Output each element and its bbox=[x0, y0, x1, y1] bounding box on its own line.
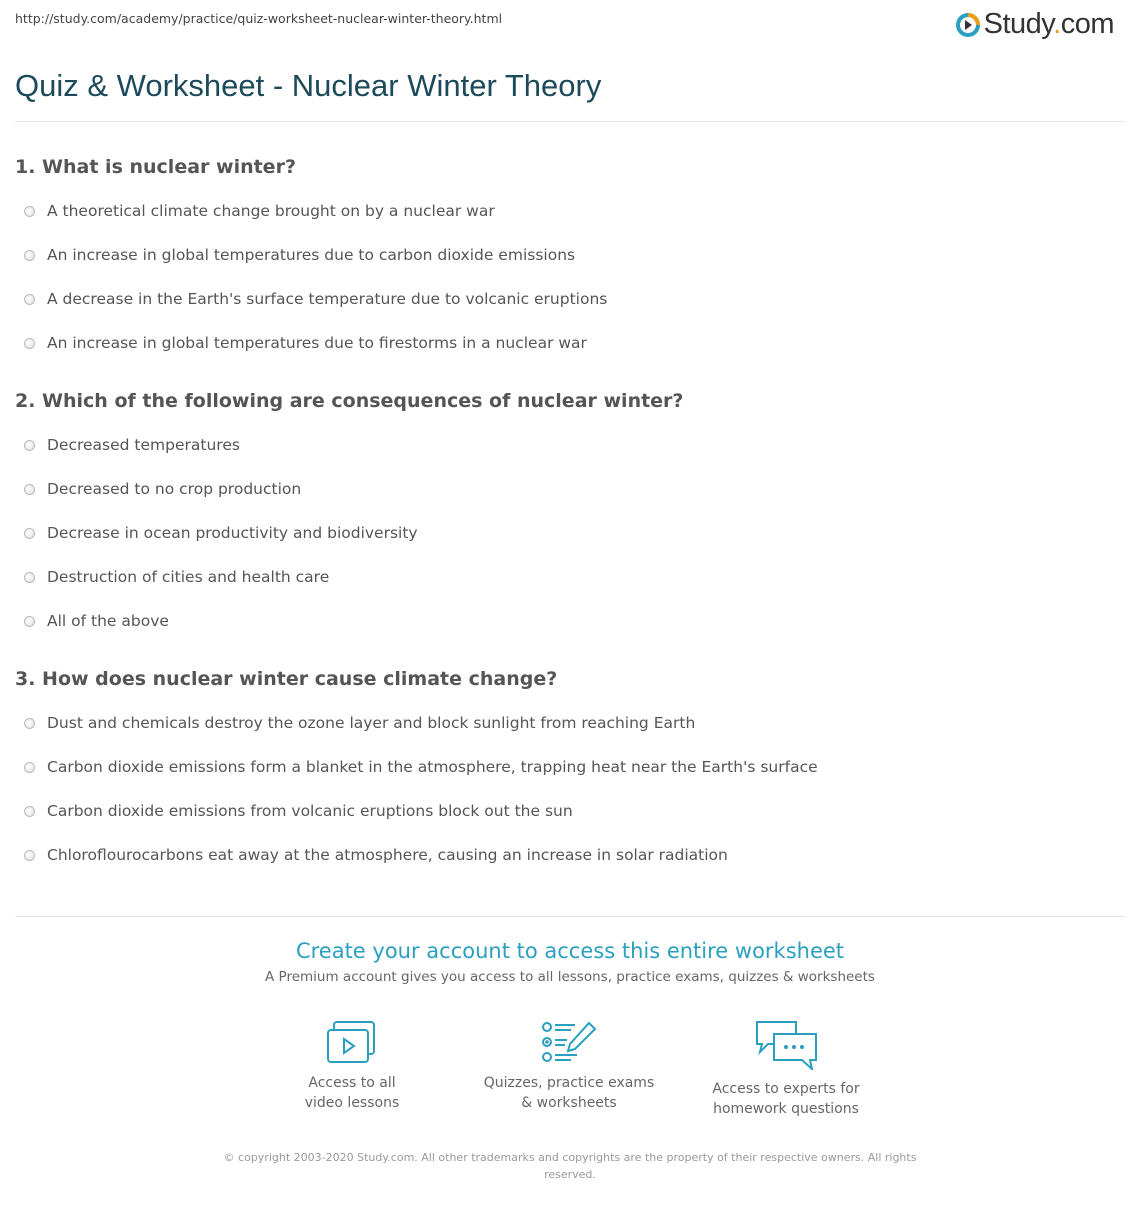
feature-line2: homework questions bbox=[713, 1101, 859, 1117]
feature-line2: video lessons bbox=[304, 1095, 400, 1111]
answer-option[interactable] bbox=[15, 423, 1125, 467]
answer-option[interactable] bbox=[15, 701, 1125, 745]
divider bbox=[15, 121, 1125, 122]
radio-button-icon[interactable] bbox=[24, 572, 35, 583]
answer-label: An increase in global temperatures due to firestorms in a nuclear war bbox=[47, 334, 587, 352]
quiz-checklist-icon bbox=[541, 1020, 597, 1064]
logo-dot: . bbox=[1053, 8, 1061, 40]
question-text: 1. What is nuclear winter? bbox=[15, 156, 296, 178]
answer-option[interactable] bbox=[15, 511, 1125, 555]
chat-bubbles-icon bbox=[754, 1020, 818, 1070]
answer-option[interactable] bbox=[15, 321, 1125, 365]
study-logo[interactable] bbox=[955, 8, 1114, 41]
answer-label: Dust and chemicals destroy the ozone layer and block sunlight from reaching Earth bbox=[47, 714, 696, 732]
answer-option[interactable] bbox=[15, 833, 1125, 877]
logo-tld: com bbox=[1060, 8, 1114, 40]
copyright-footer: © copyright 2003-2020 Study.com. All other trademarks and copyrights are the property of their respective owners. All rights reserved. bbox=[223, 1151, 917, 1181]
answer-label: An increase in global temperatures due to carbon dioxide emissions bbox=[47, 246, 576, 264]
radio-button-icon[interactable] bbox=[24, 762, 35, 773]
answer-option[interactable] bbox=[15, 789, 1125, 833]
answer-label: A theoretical climate change brought on by a nuclear war bbox=[47, 202, 495, 220]
play-logo-icon bbox=[955, 12, 981, 38]
radio-button-icon[interactable] bbox=[24, 616, 35, 627]
feature-quizzes bbox=[469, 1020, 669, 1113]
logo-name: Study bbox=[983, 8, 1054, 40]
answer-label: A decrease in the Earth's surface temperature due to volcanic eruptions bbox=[47, 290, 608, 308]
feature-line1: Access to all bbox=[308, 1075, 396, 1091]
answer-option[interactable] bbox=[15, 555, 1125, 599]
feature-line1: Access to experts for bbox=[712, 1081, 860, 1097]
radio-button-icon[interactable] bbox=[24, 250, 35, 261]
radio-button-icon[interactable] bbox=[24, 806, 35, 817]
divider bbox=[15, 916, 1125, 917]
answer-label: Carbon dioxide emissions form a blanket in the atmosphere, trapping heat near the Earth's surface bbox=[47, 758, 818, 776]
radio-button-icon[interactable] bbox=[24, 484, 35, 495]
answer-option[interactable] bbox=[15, 233, 1125, 277]
radio-button-icon[interactable] bbox=[24, 338, 35, 349]
feature-video-lessons bbox=[252, 1020, 452, 1113]
question-text: 2. Which of the following are consequences of nuclear winter? bbox=[15, 390, 684, 412]
radio-button-icon[interactable] bbox=[24, 528, 35, 539]
answer-label: All of the above bbox=[47, 612, 169, 630]
answer-label: Carbon dioxide emissions from volcanic eruptions block out the sun bbox=[47, 802, 573, 820]
answer-option[interactable] bbox=[15, 277, 1125, 321]
question-1 bbox=[15, 152, 1125, 365]
radio-button-icon[interactable] bbox=[24, 206, 35, 217]
radio-button-icon[interactable] bbox=[24, 440, 35, 451]
answer-label: Decreased to no crop production bbox=[47, 480, 302, 498]
answer-option[interactable] bbox=[15, 745, 1125, 789]
feature-experts bbox=[686, 1020, 886, 1119]
cta-subtitle: A Premium account gives you access to all lessons, practice exams, quizzes & worksheets bbox=[265, 969, 875, 985]
feature-line1: Quizzes, practice exams bbox=[483, 1075, 655, 1091]
question-2 bbox=[15, 386, 1125, 643]
answer-label: Destruction of cities and health care bbox=[47, 568, 330, 586]
answer-label: Chloroflourocarbons eat away at the atmosphere, causing an increase in solar radiation bbox=[47, 846, 728, 864]
radio-button-icon[interactable] bbox=[24, 718, 35, 729]
answer-label: Decreased temperatures bbox=[47, 436, 240, 454]
page-title: Quiz & Worksheet - Nuclear Winter Theory bbox=[15, 68, 602, 103]
video-lessons-icon bbox=[326, 1020, 378, 1064]
answer-label: Decrease in ocean productivity and biodiversity bbox=[47, 524, 418, 542]
answer-option[interactable] bbox=[15, 599, 1125, 643]
quiz-questions bbox=[15, 152, 1125, 898]
question-text: 3. How does nuclear winter cause climate change? bbox=[15, 668, 558, 690]
feature-line2: & worksheets bbox=[521, 1095, 617, 1111]
answer-option[interactable] bbox=[15, 189, 1125, 233]
cta-title[interactable]: Create your account to access this entire worksheet bbox=[295, 939, 845, 963]
question-3 bbox=[15, 664, 1125, 877]
page-url: http://study.com/academy/practice/quiz-worksheet-nuclear-winter-theory.html bbox=[15, 11, 503, 26]
radio-button-icon[interactable] bbox=[24, 850, 35, 861]
answer-option[interactable] bbox=[15, 467, 1125, 511]
radio-button-icon[interactable] bbox=[24, 294, 35, 305]
